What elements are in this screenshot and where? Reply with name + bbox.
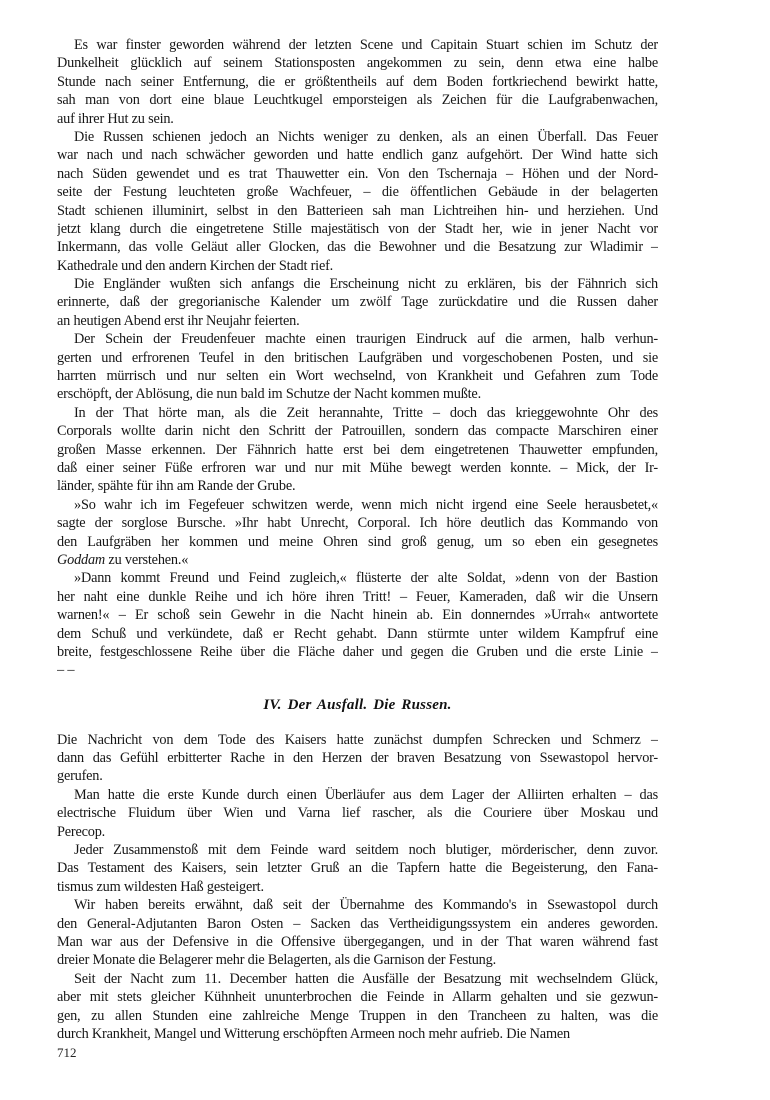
- text-line: – –: [57, 662, 75, 679]
- text-line: Kathedrale und den andern Kirchen der Stadt rief.: [57, 257, 334, 274]
- paragraph: [57, 128, 658, 275]
- paragraph: [57, 970, 658, 1044]
- paragraph: [57, 404, 658, 496]
- text-line: den Laufgräben her kommen und meine Ohren sind groß genug, um so eben ein gesegnetes: [57, 533, 658, 550]
- page-number: 712: [57, 1045, 77, 1060]
- text-line: Stadt schienen illuminirt, selbst in den Batterieen sah man Lichtreihen hin- und herziehen. Und: [57, 202, 658, 219]
- text-line: Es war finster geworden während der letzten Scene und Capitain Stuart schien im Schutz der: [74, 37, 658, 53]
- text-before-heading: [57, 36, 658, 680]
- paragraph: [57, 36, 658, 128]
- text-line: den General-Adjutanten Baron Osten – Sacken das Vertheidigungssystem ein anderes geworden.: [57, 915, 658, 932]
- text-line: Der Schein der Freudenfeuer machte einen traurigen Eindruck auf die armen, halb verhun-: [74, 331, 658, 348]
- text-line: Die Engländer wußten sich anfangs die Erscheinung nicht zu erklären, bis der Fähnrich sich: [74, 276, 658, 293]
- text-line: gerten und erfrorenen Teufel in den britischen Laufgräben und vorgeschobenen Posten, und sie: [57, 349, 658, 366]
- text-line: erinnerte, daß der gregorianische Kalender um zwölf Tage zurückdatire und die Russen daher: [57, 294, 658, 311]
- text-line: »Dann kommt Freund und Feind zugleich,« flüsterte der alte Soldat, »denn von der Bastion: [74, 570, 658, 587]
- text-line: Die Nachricht von dem Tode des Kaisers hatte zunächst dumpfen Schrecken und Schmerz –: [57, 731, 658, 748]
- text-line: Stunde nach seiner Entfernung, die er größtentheils auf dem Boden fortkriechend bewirkt hatte,: [57, 73, 658, 90]
- page-text-column: [57, 36, 658, 1043]
- text-line: dreier Monate die Belagerer mehr die Belagerten, als die Garnison der Festung.: [57, 952, 496, 969]
- paragraph: [57, 786, 658, 841]
- text-line: gerufen.: [57, 768, 103, 785]
- text-line: länder, spähte für ihn am Rande der Grube.: [57, 478, 296, 495]
- text-line: nach Süden gewendet und es trat Thauwetter ein. Von den Tschernaja – Höhen und der Nord-: [57, 165, 658, 182]
- text-line: breite, festgeschlossene Reihe über die Fläche daher und gegen die Gruben und die erste Linie –: [57, 643, 658, 660]
- text-line: sagte der sorglose Bursche. »Ihr habt Unrecht, Corporal. Ich höre deutlich das Kommando von: [57, 515, 658, 532]
- text-line: großen Masse erkennen. Der Fähnrich hatte erst bei dem eingetretenen Thauwetter empfunden,: [57, 441, 658, 458]
- text-line: daß einer seiner Füße erfroren war und nur mit Mühe bewegt werden konnte. – Mick, der Ir-: [57, 459, 658, 476]
- text-line: seite der Festung leuchteten große Wachfeuer, – die öffentlichen Gebäude in der belagerten: [57, 184, 658, 201]
- paragraph: [57, 496, 658, 570]
- text-after-heading: [57, 731, 658, 1044]
- text-line: Seit der Nacht zum 11. December hatten die Ausfälle der Besatzung mit wechselndem Glück,: [74, 970, 658, 987]
- text-line: her naht eine dunkle Reihe und ich höre ihren Tritt! – Feuer, Kameraden, daß wir die Unsern: [57, 588, 658, 605]
- text-line: Goddam zu verstehen.«: [57, 551, 189, 568]
- text-line: »So wahr ich im Fegefeuer schwitzen werde, wenn mich nicht irgend eine Seele herausbetet,«: [74, 496, 658, 513]
- text-line: Perecop.: [57, 823, 106, 840]
- text-line: erschöpft, der Ablösung, die nun bald im Schutze der Nacht kommen mußte.: [57, 386, 481, 403]
- text-line: Corporals wollte darin nicht den Schritt der Patrouillen, sondern das compacte Marschiren einer: [57, 423, 658, 440]
- text-line: gen, zu allen Stunden eine zahlreiche Menge Truppen in den Trancheen zu halten, was die: [57, 1007, 658, 1024]
- text-line: electrische Fluidum über Wien und Varna lief rascher, als die Couriere über Moskau und: [57, 805, 658, 822]
- text-line: dann das Gefühl erbitterter Rache in den Herzen der braven Besatzung von Ssewastopol hervor-: [57, 750, 658, 767]
- text-line: durch Krankheit, Mangel und Witterung erschöpften Armeen noch mehr aufrieb. Die Namen: [57, 1025, 570, 1042]
- text-line: Das Testament des Kaisers, sein letzter Gruß an die Tapfern hatte die Begeisterung, den Fana-: [57, 860, 658, 877]
- text-line: In der That hörte man, als die Zeit herannahte, Tritte – doch das krieggewohnte Ohr des: [74, 404, 658, 421]
- paragraph: [57, 896, 658, 970]
- text-line: Wir haben bereits erwähnt, daß seit der Übernahme des Kommando's in Ssewastopol durch: [74, 897, 658, 914]
- text-line: an heutigen Abend erst ihr Neujahr feierten.: [57, 312, 300, 329]
- text-line: Man hatte die erste Kunde durch einen Überläufer aus dem Lager der Alliirten erhalten – das: [74, 786, 658, 803]
- chapter-heading: IV. Der Ausfall. Die Russen.: [263, 696, 452, 713]
- text-line: Inkermann, das volle Geläut aller Glocken, das die Bewohner und die Besatzung zur Wladimir –: [57, 239, 658, 256]
- text-line: Man war aus der Defensive in die Offensive übergegangen, und in der That waren während fast: [57, 933, 658, 950]
- paragraph: [57, 275, 658, 330]
- text-line: harrten mürrisch und nur selten ein Wort wechselnd, von Krankheit und Gefahren zum Tode: [57, 368, 658, 385]
- text-line: dem Schuß und verkündete, daß er Recht gehabt. Dann stürmte unter wildem Kampfruf eine: [57, 625, 658, 642]
- text-line: warnen!« – Er schoß sein Gewehr in die Nacht hinein ab. Ein donnerndes »Urrah« antwortete: [57, 607, 658, 624]
- text-line: auf ihrer Hut zu sein.: [57, 110, 174, 127]
- text-line: aber mit stets gleicher Kühnheit ununterbrochen die Feinde in Allarm gehalten und sie gezwun-: [57, 989, 658, 1006]
- text-line: Jeder Zusammenstoß mit dem Feinde ward seitdem noch blutiger, mörderischer, denn zuvor.: [74, 842, 658, 859]
- text-line: jetzt klang durch die eingetretene Stille majestätisch von der Stadt her, wie in jener Nacht vor: [57, 220, 658, 237]
- paragraph: [57, 569, 658, 679]
- text-line: tismus zum wildesten Haß gesteigert.: [57, 878, 264, 895]
- text-line: Die Russen schienen jedoch an Nichts weniger zu denken, als an einen Überfall. Das Feuer: [74, 128, 658, 145]
- paragraph: [57, 731, 658, 786]
- text-line: Dunkelheit glücklich auf seinem Stationsposten angekommen zu sein, denn etwa eine halbe: [57, 55, 658, 72]
- text-line: war nach und nach schwächer geworden und hatte endlich ganz aufgehört. Der Wind hatte sich: [57, 147, 658, 164]
- paragraph: [57, 330, 658, 404]
- paragraph: [57, 841, 658, 896]
- text-line: sah man von dort eine blaue Leuchtkugel emporsteigen als Zeichen für die Laufgrabenwachen,: [57, 92, 658, 109]
